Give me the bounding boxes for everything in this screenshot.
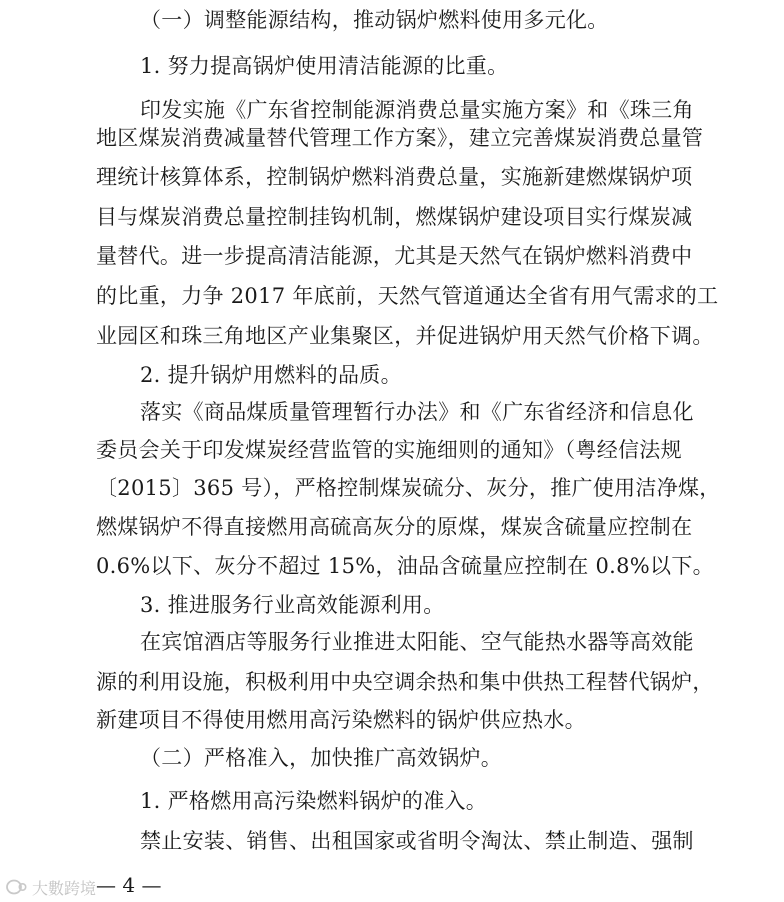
paragraph-line: 源的利用设施，积极利用中央空调余热和集中供热工程替代锅炉， bbox=[96, 670, 714, 694]
paragraph-line: 量替代。进一步提高清洁能源，尤其是天然气在锅炉燃料消费中 bbox=[96, 244, 693, 268]
paragraph-line: 燃煤锅炉不得直接燃用高硫高灰分的原煤，煤炭含硫量应控制在 bbox=[96, 515, 693, 539]
section-heading-2: （二）严格准入，加快推广高效锅炉。 bbox=[140, 746, 503, 770]
paragraph-line: 委员会关于印发煤炭经营监管的实施细则的通知》（粤经信法规 bbox=[96, 438, 682, 462]
paragraph-line: 的比重，力争 2017 年底前，天然气管道通达全省有用气需求的工 bbox=[96, 284, 719, 308]
brand-logo-icon bbox=[6, 879, 28, 895]
page-number: — 4 — bbox=[96, 873, 162, 897]
paragraph-line: 0.6%以下、灰分不超过 15%，油品含硫量应控制在 0.8%以下。 bbox=[96, 554, 714, 578]
paragraph-line: 禁止安装、销售、出租国家或省明令淘汰、禁止制造、强制 bbox=[140, 829, 694, 853]
watermark bbox=[6, 876, 96, 898]
paragraph-line: 业园区和珠三角地区产业集聚区，并促进锅炉用天然气价格下调。 bbox=[96, 324, 714, 348]
subsection-heading-1-2: 2. 提升锅炉用燃料的品质。 bbox=[140, 363, 402, 387]
subsection-heading-2-1: 1. 严格燃用高污染燃料锅炉的准入。 bbox=[140, 789, 488, 813]
paragraph-line: 地区煤炭消费减量替代管理工作方案》，建立完善煤炭消费总量管 bbox=[96, 126, 704, 150]
paragraph-line: 在宾馆酒店等服务行业推进太阳能、空气能热水器等高效能 bbox=[140, 630, 694, 654]
subsection-heading-1-3: 3. 推进服务行业高效能源利用。 bbox=[140, 593, 445, 617]
watermark-text: 大數跨境 bbox=[32, 878, 97, 898]
paragraph-line: 理统计核算体系，控制锅炉燃料消费总量，实施新建燃煤锅炉项 bbox=[96, 165, 693, 189]
paragraph-line: 落实《商品煤质量管理暂行办法》和《广东省经济和信息化 bbox=[140, 400, 694, 424]
paragraph-line: 目与煤炭消费总量控制挂钩机制，燃煤锅炉建设项目实行煤炭减 bbox=[96, 205, 693, 229]
paragraph-line: 新建项目不得使用燃用高污染燃料的锅炉供应热水。 bbox=[96, 708, 586, 732]
paragraph-line: 〔2015〕365 号），严格控制煤炭硫分、灰分，推广使用洁净煤， bbox=[96, 476, 721, 500]
paragraph-line: 印发实施《广东省控制能源消费总量实施方案》和《珠三角 bbox=[140, 98, 694, 122]
subsection-heading-1-1: 1. 努力提高锅炉使用清洁能源的比重。 bbox=[140, 54, 509, 78]
section-heading-1: （一）调整能源结构，推动锅炉燃料使用多元化。 bbox=[140, 8, 609, 32]
